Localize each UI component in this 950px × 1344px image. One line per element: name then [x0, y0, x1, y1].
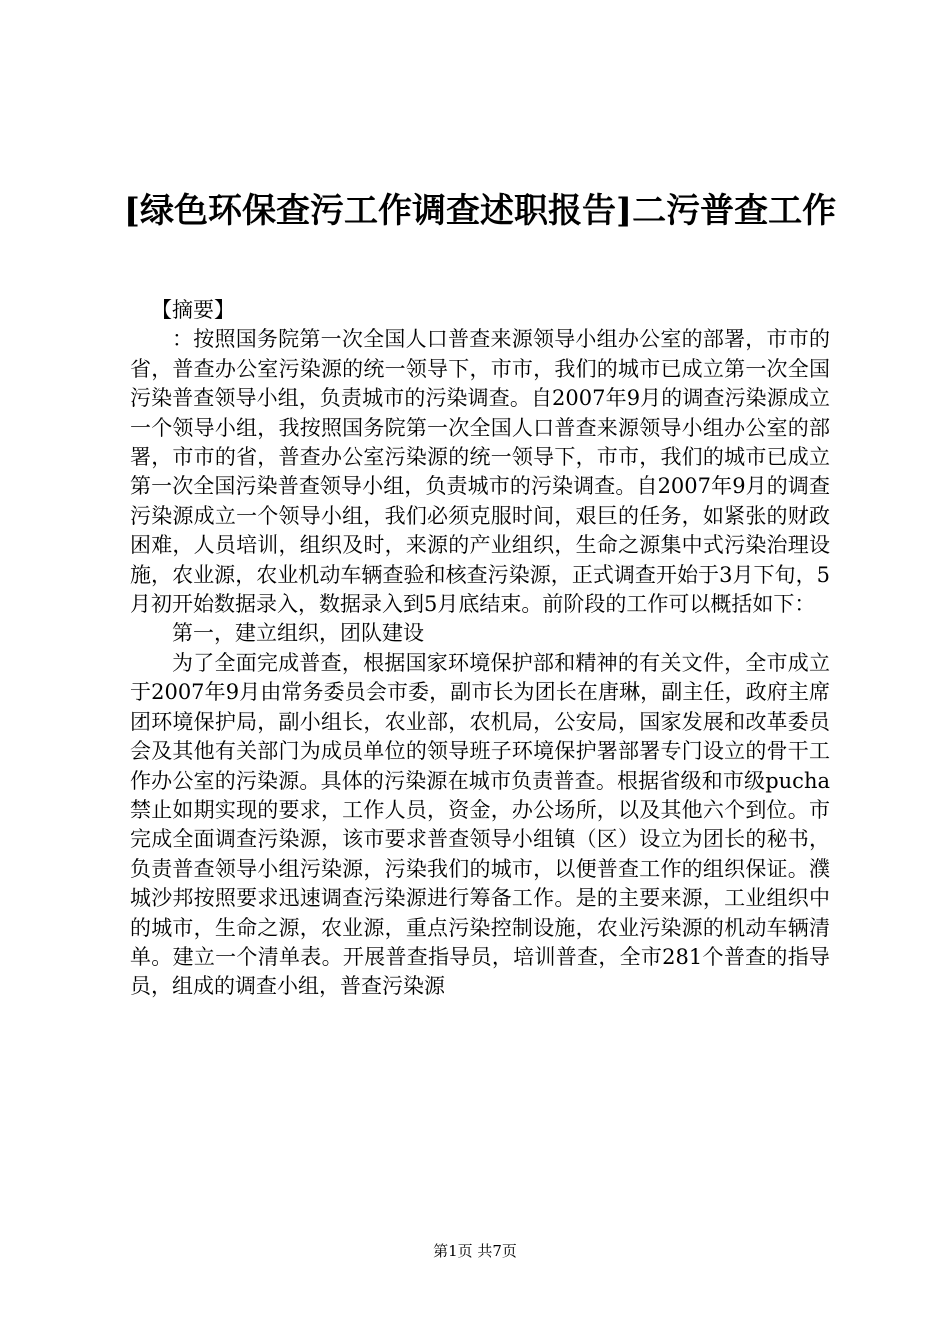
- document-title: [绿色环保查污工作调查述职报告]二污普查工作: [123, 191, 837, 231]
- abstract-paragraph: ：按照国务院第一次全国人口普查来源领导小组办公室的部署，市市的省，普查办公室污染源的统一领导下，市市，我们的城市已成立第一次全国污染普查领导小组，负责城市的污染调查。自2007年9月的调查污染源成立一个领导小组，我按照国务院第一次全国人口普查来源领导小组办公室的部署，市市的省，普查办公室污染源的统一领导下，市市，我们的城市已成立第一次全国污染普查领导小组，负责城市的污染调查。自2007年9月的调查污染源成立一个领导小组，我们必须克服时间，艰巨的任务，如紧张的财政困难，人员培训，组织及时，来源的产业组织，生命之源集中式污染治理设施，农业源，农业机动车辆查验和核查污染源，正式调查开始于3月下旬，5月初开始数据录入，数据录入到5月底结束。前阶段的工作可以概括如下：: [130, 327, 830, 617]
- page-footer: 第1页 共7页: [433, 1242, 517, 1260]
- body-paragraph: 为了全面完成普查，根据国家环境保护部和精神的有关文件，全市成立于2007年9月由常务委员会市委，副市长为团长在唐琳，副主任，政府主席团环境保护局，副小组长，农业部，农机局，公安局，国家发展和改革委员会及其他有关部门为成员单位的领导班子环境保护署部署专门设立的骨干工作办公室的污染源。具体的污染源在城市负责普查。根据省级和市级pucha禁止如期实现的要求，工作人员，资金，办公场所，以及其他六个到位。市完成全面调查污染源，该市要求普查领导小组镇（区）设立为团长的秘书，负责普查领导小组污染源，污染我们的城市，以便普查工作的组织保证。濮城沙邦按照要求迅速调查污染源进行筹备工作。是的主要来源，工业组织中的城市，生命之源，农业源，重点污染控制设施，农业污染源的机动车辆清单。建立一个清单表。开展普查指导员，培训普查，全市281个普查的指导员，组成的调查小组，普查污染源: [130, 650, 830, 999]
- section-heading: 第一，建立组织，团队建设: [172, 621, 424, 646]
- document-body: [130, 296, 830, 1002]
- abstract-label: 【摘要】: [151, 298, 235, 322]
